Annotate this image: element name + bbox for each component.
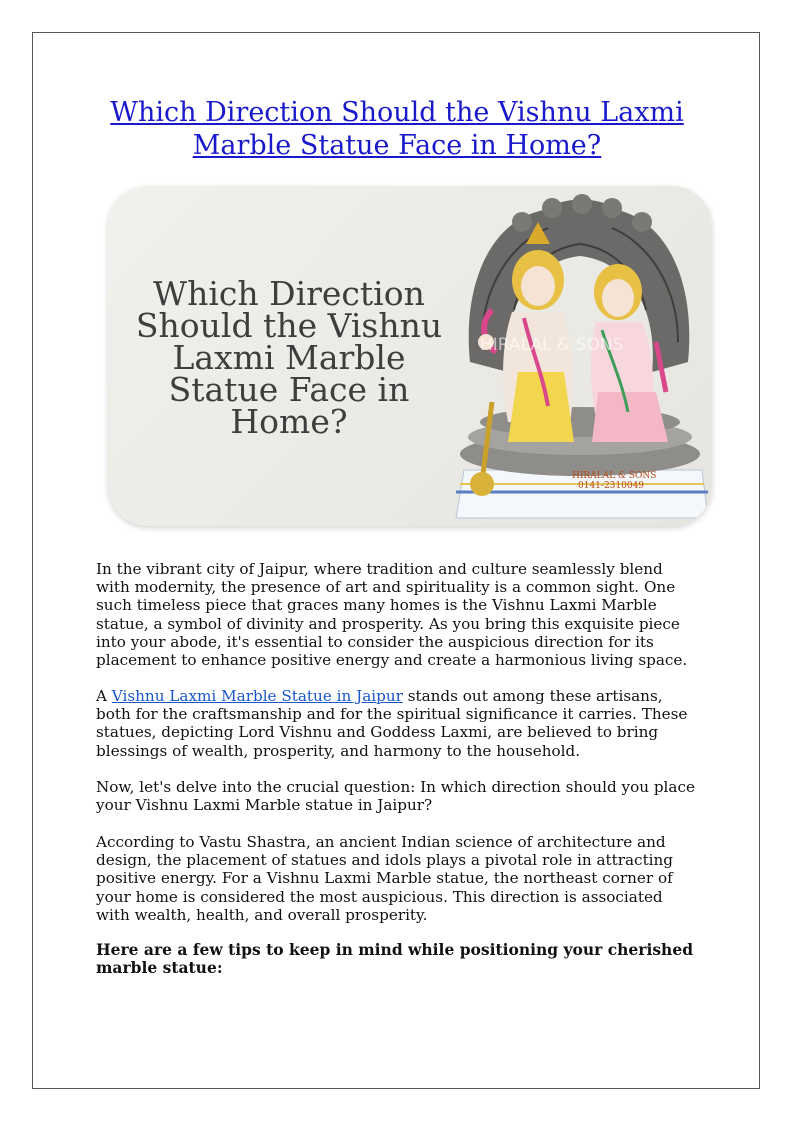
vishnu-laxmi-statue-link[interactable]: Vishnu Laxmi Marble Statue in Jaipur (111, 687, 403, 705)
page-title[interactable]: Which Direction Should the Vishnu Laxmi Marble Statue Face in Home? (110, 97, 684, 161)
tips-heading: Here are a few tips to keep in mind while positioning your cherished marble statue: (96, 940, 694, 978)
stamp-name: HIRALAL & SONS (572, 471, 657, 481)
vishnu-laxmi-statue-image (452, 192, 710, 522)
link-paragraph-prefix: A (96, 687, 112, 705)
watermark-text: HIRALAL & SONS (480, 335, 624, 355)
link-paragraph-suffix: stands out among these artisans, both for the craftsmanship and for the spiritual significance it carries. These statues, depicting Lord Vishnu and Goddess Laxmi, are believed to bring blessings of wealth, prosperity, and harmony to the household. (96, 687, 688, 760)
vastu-paragraph: According to Vastu Shastra, an ancient Indian science of architecture and design, the placement of statues and idols plays a pivotal role in attracting positive energy. For a Vishnu Laxmi Marble statue, the northeast corner of your home is considered the most auspicious. This direction is associated with wealth, health, and overall prosperity. (96, 833, 674, 924)
stamp-phone: 0141-2310049 (578, 481, 645, 491)
link-paragraph (96, 687, 700, 760)
question-paragraph: Now, let's delve into the crucial question: In which direction should you place your Vishnu Laxmi Marble statue in Jaipur? (96, 778, 695, 815)
featured-image-banner (108, 186, 712, 526)
intro-paragraph: In the vibrant city of Jaipur, where tradition and culture seamlessly blend with modernity, the presence of art and spirituality is a common sight. One such timeless piece that graces many homes is the Vishnu Laxmi Marble statue, a symbol of divinity and prosperity. As you bring this exquisite piece into your abode, it's essential to consider the auspicious direction for its placement to enhance positive energy and create a harmonious living space. (96, 560, 688, 670)
banner-heading: Which Direction Should the Vishnu Laxmi Marble Statue Face in Home? (135, 274, 443, 441)
